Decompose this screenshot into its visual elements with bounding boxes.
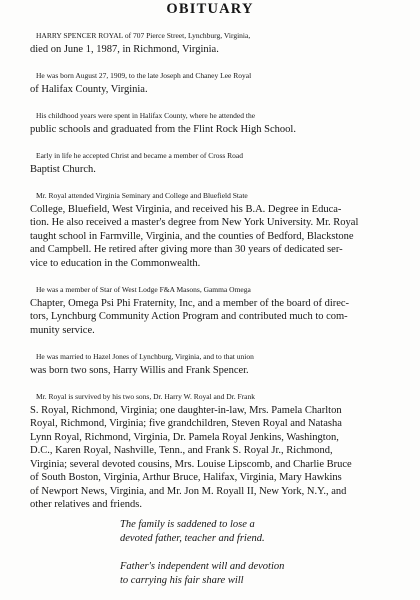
paragraph-education [30,189,402,270]
obituary-title: OBITUARY [166,1,254,17]
text-line: tion. He also received a master's degree from New York University. Mr. Royal [30,217,359,228]
text-line: HARRY SPENCER ROYAL of 707 Pierce Street, Lynchburg, Virginia, [36,31,251,40]
paragraph-faith [30,149,402,176]
paragraph-memberships [30,283,402,337]
text-line: Baptist Church. [30,163,96,175]
text-line: public schools and graduated from the Flint Rock High School. [30,123,296,135]
text-line: taught school in Farmville, Virginia, and the counties of Bedford, Blackstone [30,230,354,242]
paragraph-birth [30,69,402,96]
text-line: Mr. Royal attended Virginia Seminary and College and Bluefield State [36,191,248,200]
text-line: died on June 1, 1987, in Richmond, Virginia. [30,43,219,55]
poem-stanza [120,518,380,546]
text-line: of Halifax County, Virginia. [30,83,148,95]
paragraph-death-notice [30,29,402,56]
text-line: of South Boston, Virginia, Arthur Bruce, Halifax, Virginia, Mary Hawkins [30,472,342,483]
text-line: College, Bluefield, West Virginia, and received his B.A. Degree in Educa- [30,203,342,215]
text-line: S. Royal, Richmond, Virginia; one daughter-in-law, Mrs. Pamela Charlton [30,404,342,416]
text-line: other relatives and friends. [30,499,142,510]
text-line: Early in life he accepted Christ and became a member of Cross Road [36,151,244,160]
poem-stanza [120,560,380,588]
text-line: He was married to Hazel Jones of Lynchburg, Virginia, and to that union [36,352,254,361]
text-line: tors, Lynchburg Community Action Program and contributed much to com- [30,311,348,322]
poem-line: to carrying his fair share will [120,575,244,586]
text-line: He was a member of Star of West Lodge F&A Masons, Gamma Omega [36,285,251,294]
text-line: Chapter, Omega Psi Phi Fraternity, Inc, and a member of the board of direc- [30,297,350,309]
paragraph-childhood [30,109,402,136]
text-line: of Newport News, Virginia, and Mr. Jon M. Royall II, New York, N.Y., and [30,485,347,497]
text-line: Mr. Royal is survived by his two sons, Dr. Harry W. Royal and Dr. Frank [36,392,255,401]
text-line: His childhood years were spent in Halifax County, where he attended the [36,111,256,120]
text-line: D.C., Karen Royal, Nashville, Tenn., and Frank S. Royal Jr., Richmond, [30,445,333,456]
poem-line: devoted father, teacher and friend. [120,533,265,544]
poem-line: The family is saddened to lose a [120,519,255,530]
paragraph-marriage [30,350,402,377]
text-line: munity service. [30,324,95,336]
text-line: Virginia; several devoted cousins, Mrs. Louise Lipscomb, and Charlie Bruce [30,458,352,470]
text-line: Royal, Richmond, Virginia; five grandchildren, Steven Royal and Natasha [30,418,342,429]
poem-line: Father's independent will and devotion [120,561,285,572]
text-line: vice to education in the Commonwealth. [30,257,201,269]
text-line: and Campbell. He retired after giving more than 30 years of dedicated ser- [30,244,343,255]
paragraph-survivors [30,390,402,512]
text-line: Lynn Royal, Richmond, Virginia, Dr. Pamela Royal Jenkins, Washington, [30,431,339,443]
text-line: He was born August 27, 1909, to the late Joseph and Chaney Lee Royal [36,71,252,80]
text-line: was born two sons, Harry Willis and Frank Spencer. [30,364,249,376]
